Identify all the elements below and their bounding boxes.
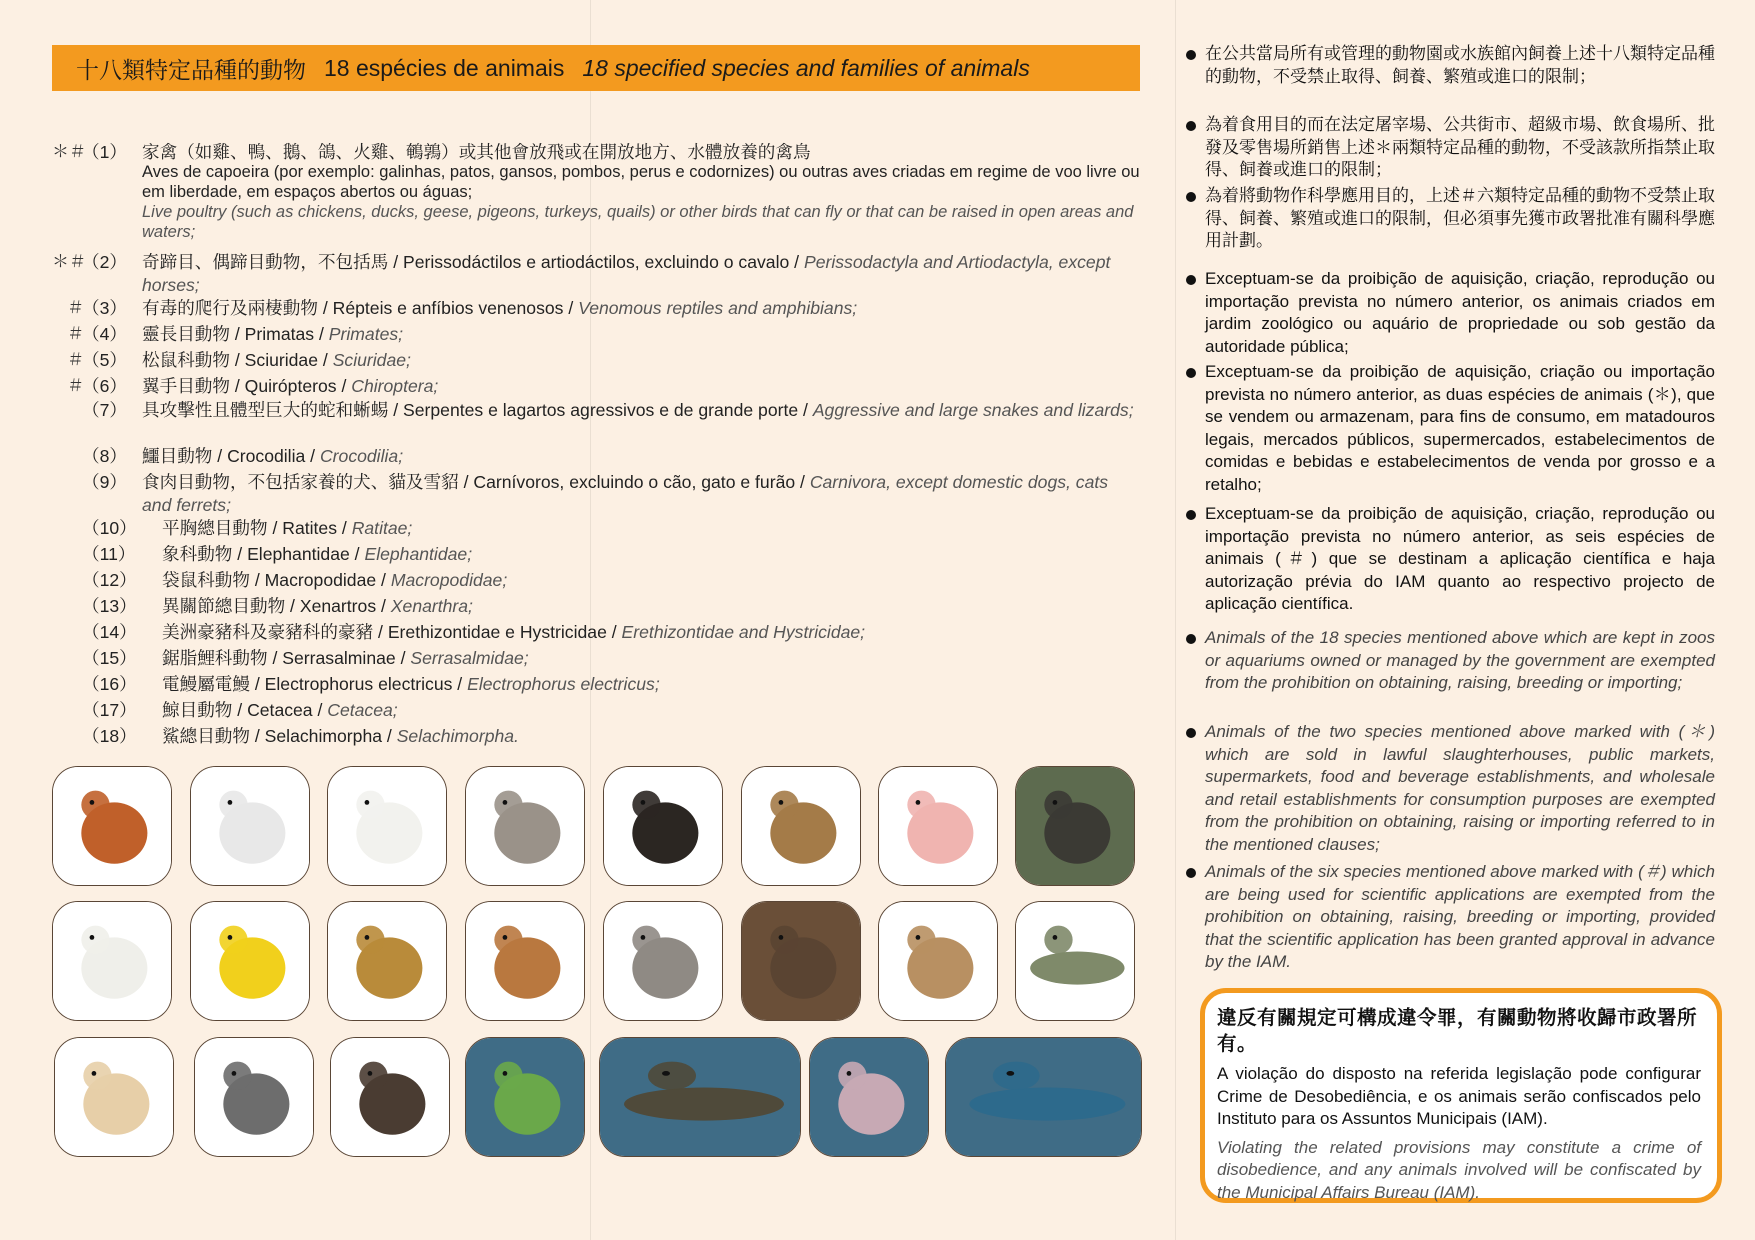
species-name-zh: 象科動物 — [162, 544, 233, 564]
animal-photo-fennec-fox — [54, 1037, 174, 1157]
species-separator: / — [249, 726, 265, 746]
species-separator: / — [212, 446, 228, 466]
chicken-icon — [53, 767, 171, 885]
species-name-zh: 具攻擊性且體型巨大的蛇和蜥蜴 — [142, 400, 389, 420]
species-separator: / — [376, 570, 391, 590]
cobra-icon — [879, 902, 997, 1020]
species-number: （8） — [82, 446, 127, 466]
species-name-pt: Macropodidae — [264, 570, 377, 590]
species-name-pt: Crocodilia — [227, 446, 306, 466]
species-description — [162, 621, 1144, 644]
page-fold-right — [1175, 0, 1176, 1240]
animal-photo-quail — [741, 766, 861, 886]
species-description — [162, 517, 1144, 540]
species-separator: / — [337, 518, 352, 538]
species-name-pt: Carnívoros, excluindo o cão, gato e furão — [473, 472, 796, 492]
species-name-zh: 靈長目動物 — [142, 324, 230, 344]
bullet-dot — [1186, 121, 1196, 131]
species-name-en: Cetacea; — [327, 700, 398, 720]
species-number: （12） — [82, 570, 137, 590]
raccoon-icon — [195, 1038, 313, 1156]
species-1-detail — [142, 162, 1142, 242]
exemption-pt — [1205, 503, 1715, 616]
exemption-en-text: Animals of the 18 species mentioned above which are kept in zoos or aquariums owned or managed by the government are exempted from the prohibition on obtaining, raising, breeding or importing; — [1205, 628, 1715, 692]
species-name-zh: 食肉目動物，不包括家養的犬、貓及雪貂 — [142, 472, 459, 492]
animal-photo-buffalo — [1015, 766, 1135, 886]
animal-photo-turkey — [603, 766, 723, 886]
species-separator: / — [232, 544, 248, 564]
species-name-en: Ratitae; — [351, 518, 413, 538]
crocodile-icon — [1016, 902, 1134, 1020]
species-description — [142, 251, 1142, 296]
animal-photo-chicken — [52, 766, 172, 886]
exemption-zh — [1205, 114, 1715, 182]
eel-icon — [600, 1038, 800, 1156]
bullet-dot — [1186, 634, 1196, 644]
species-separator: / — [249, 570, 265, 590]
animal-photo-shark — [945, 1037, 1142, 1157]
species-description — [142, 399, 1142, 422]
species-name-pt: Serpentes e lagartos agressivos e de grande porte — [403, 400, 799, 420]
monkey-icon — [328, 902, 446, 1020]
species-name-zh: 有毒的爬行及兩棲動物 — [142, 298, 318, 318]
species-name-en: Elephantidae; — [364, 544, 473, 564]
species-description — [162, 543, 1144, 566]
exemption-zh — [1205, 43, 1715, 88]
animal-photo-dolphin — [809, 1037, 929, 1157]
exemption-pt-text: Exceptuam-se da proibição de aquisição, criação, reprodução ou importação prevista no número anterior, as seis espécies de animais (＃) que se destinam a aplicação científica e haja autorização prévia do IAM quanto ao respectivo projecto de aplicação científica. — [1205, 504, 1715, 613]
bat-icon — [742, 902, 860, 1020]
species-name-en: Primates; — [328, 324, 404, 344]
species-description — [162, 595, 1144, 618]
exemption-zh — [1205, 185, 1715, 253]
species-separator: / — [267, 648, 283, 668]
species-name-pt: Selachimorpha — [264, 726, 383, 746]
species-name-zh: 袋鼠科動物 — [162, 570, 250, 590]
animal-photo-squirrel-monkey — [327, 901, 447, 1021]
species-description — [142, 141, 1142, 164]
animal-photo-pigeon — [190, 766, 310, 886]
species-name-pt: Primatas — [244, 324, 315, 344]
species-name-zh: 家禽（如雞、鴨、鵝、鴿、火雞、鵪鶉）或其他會放飛或在開放地方、水體放養的禽鳥 — [142, 142, 811, 162]
species-separator: / — [606, 622, 622, 642]
bullet-dot — [1186, 510, 1196, 520]
species-name-en: Electrophorus electricus; — [467, 674, 660, 694]
bullet-dot — [1186, 192, 1196, 202]
species-name-zh: 異關節總目動物 — [162, 596, 286, 616]
species-name-en: Venomous reptiles and amphibians; — [578, 298, 858, 318]
animal-photo-piranha — [465, 1037, 585, 1157]
species-name-pt: Cetacea — [247, 700, 313, 720]
species-name-en: Xenarthra; — [390, 596, 473, 616]
species-number: （18） — [82, 726, 137, 746]
species-name-pt: Sciuridae — [244, 350, 319, 370]
animal-photo-electric-eel — [599, 1037, 801, 1157]
animal-photo-duck — [327, 766, 447, 886]
species-name-en: Serrasalmidae; — [410, 648, 529, 668]
species-name-en: Perissodactyla and Artiodactyla, except horses; — [142, 252, 1111, 295]
warning-pt: A violação do disposto na referida legislação pode configurar Crime de Desobediência, e os animais serão confiscados pelo Instituto para os Assuntos Municipais (IAM). — [1217, 1064, 1701, 1128]
species-separator: / — [232, 700, 248, 720]
species-name-zh: 美洲豪豬科及豪豬科的豪豬 — [162, 622, 374, 642]
species-name-en: Selachimorpha. — [396, 726, 519, 746]
buffalo-icon — [1016, 767, 1134, 885]
species-name-pt: Xenartros — [299, 596, 377, 616]
exemption-pt — [1205, 268, 1715, 358]
species-name-pt: Ratites — [282, 518, 338, 538]
species-number: （5） — [82, 350, 127, 370]
species-description — [162, 699, 1144, 722]
exemption-en — [1205, 627, 1715, 695]
species-description — [162, 673, 1144, 696]
animal-photo-poison-frog — [190, 901, 310, 1021]
species-name-pt: Quirópteros — [244, 376, 337, 396]
species-separator: / — [789, 252, 804, 272]
species-name-pt: Erethizontidae e Hystricidae — [387, 622, 607, 642]
dolphin-icon — [810, 1038, 928, 1156]
species-separator: / — [285, 596, 300, 616]
animal-photo-pig — [878, 766, 998, 886]
exemption-en — [1205, 721, 1715, 856]
banner-title-pt: 18 espécies de animais — [324, 54, 565, 81]
bullet-dot — [1186, 275, 1196, 285]
species-description — [142, 445, 1142, 468]
species-name-pt: Répteis e anfíbios venenosos — [332, 298, 564, 318]
species-name-pt: Serrasalminae — [282, 648, 396, 668]
species-marker: ＃ — [67, 350, 84, 369]
goat-icon — [53, 902, 171, 1020]
species-separator: / — [229, 350, 245, 370]
warning-box — [1200, 988, 1722, 1203]
species-separator: / — [452, 674, 468, 694]
piranha-icon — [466, 1038, 584, 1156]
species-separator: / — [305, 446, 320, 466]
pig-icon — [879, 767, 997, 885]
species-name-en: Crocodilia; — [319, 446, 404, 466]
species-separator: / — [458, 472, 474, 492]
species-separator: / — [373, 622, 388, 642]
species-name-pt: Perissodáctilos e artiodáctilos, excluindo o cavalo — [403, 252, 790, 272]
species-number: （7） — [82, 400, 127, 420]
species-number: （13） — [82, 596, 137, 616]
species-separator: / — [336, 376, 352, 396]
bullet-dot — [1186, 728, 1196, 738]
squirrel-icon — [604, 902, 722, 1020]
species-separator: / — [229, 376, 245, 396]
warning-zh: 違反有關規定可構成違令罪，有關動物將收歸市政署所有。 — [1217, 1007, 1698, 1055]
species-description — [162, 569, 1144, 592]
species-separator: / — [563, 298, 579, 318]
species-separator: / — [312, 700, 328, 720]
species-name-en: Macropodidae; — [390, 570, 508, 590]
species-separator: / — [388, 400, 403, 420]
animal-photo-squirrel — [603, 901, 723, 1021]
species-separator: / — [395, 648, 411, 668]
animal-photo-slow-loris — [465, 901, 585, 1021]
warning-en: Violating the related provisions may constitute a crime of disobedience, and any animals involved will be confiscated by the Municipal Affairs Bureau (IAM). — [1217, 1137, 1701, 1202]
species-name-en: Sciuridae; — [332, 350, 411, 370]
species-separator: / — [249, 674, 265, 694]
loris-icon — [466, 902, 584, 1020]
species-number: （4） — [82, 324, 127, 344]
species-marker: ＊＃ — [52, 142, 86, 161]
species-name-zh: 平胸總目動物 — [162, 518, 268, 538]
species-description — [142, 297, 1142, 320]
species-description — [142, 349, 1142, 372]
exemption-en-text: Animals of the six species mentioned above marked with (＃) which are being used for scientific applications are exempted from the prohibition on obtaining, raising, breeding or importing, provided that the scientific application has been granted approval in advance by the IAM. — [1205, 862, 1715, 971]
species-marker: ＃ — [67, 298, 84, 317]
animal-photo-raccoon — [194, 1037, 314, 1157]
shark-icon — [946, 1038, 1141, 1156]
species-number: （1） — [82, 142, 127, 162]
species-description — [162, 647, 1144, 670]
fox-icon — [55, 1038, 173, 1156]
duck-icon — [328, 767, 446, 885]
species-name-en: Erethizontidae and Hystricidae; — [621, 622, 866, 642]
species-number: （17） — [82, 700, 137, 720]
animal-photo-goat — [52, 901, 172, 1021]
species-name-zh: 松鼠科動物 — [142, 350, 230, 370]
bullet-dot — [1186, 368, 1196, 378]
species-separator: / — [314, 324, 329, 344]
species-separator: / — [382, 726, 397, 746]
species-name-zh: 鋸脂鯉科動物 — [162, 648, 268, 668]
animal-photo-crocodile — [1015, 901, 1135, 1021]
species-name-zh: 奇蹄目、偶蹄目動物，不包括馬 — [142, 252, 389, 272]
species-name-zh: 鱷目動物 — [142, 446, 213, 466]
species-number: （2） — [82, 252, 127, 272]
goose-icon — [466, 767, 584, 885]
species-number: （10） — [82, 518, 137, 538]
quail-icon — [742, 767, 860, 885]
species-description — [162, 725, 1144, 748]
exemption-zh-text: 為着將動物作科學應用目的，上述＃六類特定品種的動物不受禁止取得、飼養、繁殖或進口的限制，但必須事先獲市政署批准有關科學應用計劃。 — [1205, 186, 1715, 251]
species-marker: ＃ — [67, 324, 84, 343]
species-name-en: Chiroptera; — [351, 376, 439, 396]
species-number: （14） — [82, 622, 137, 642]
species-number: （11） — [82, 544, 136, 564]
species-description — [142, 323, 1142, 346]
pigeon-icon — [191, 767, 309, 885]
species-name-zh: 翼手目動物 — [142, 376, 230, 396]
exemption-zh-text: 在公共當局所有或管理的動物園或水族館內飼養上述十八類特定品種的動物，不受禁止取得、飼養、繁殖或進口的限制； — [1205, 44, 1715, 86]
species-separator: / — [795, 472, 810, 492]
species-separator: / — [798, 400, 813, 420]
species-banner — [52, 45, 1140, 91]
animal-photo-goose — [465, 766, 585, 886]
species-name-en: Carnivora, except domestic dogs, cats and ferrets; — [142, 472, 1109, 515]
exemption-zh-text: 為着食用目的而在法定屠宰場、公共街市、超級市場、飲食場所、批發及零售場所銷售上述＊兩類特定品種的動物，不受該款所指禁止取得、飼養或進口的限制； — [1205, 115, 1715, 180]
species-1-detail-en: Live poultry (such as chickens, ducks, geese, pigeons, turkeys, quails) or other birds that can fly or that can be raised in open areas and waters; — [142, 203, 1134, 241]
species-separator: / — [376, 596, 391, 616]
species-name-pt: Elephantidae — [247, 544, 350, 564]
species-number: （3） — [82, 298, 127, 318]
species-number: （16） — [82, 674, 137, 694]
frog-icon — [191, 902, 309, 1020]
species-marker: ＃ — [67, 376, 84, 395]
species-separator: / — [267, 518, 283, 538]
exemption-pt-text: Exceptuam-se da proibição de aquisição, criação, reprodução ou importação prevista no número anterior, os animais criados em jardim zoológico ou aquário de propriedade ou sob gestão da autoridade pública; — [1205, 269, 1715, 356]
species-name-zh: 鯨目動物 — [162, 700, 233, 720]
species-panel — [52, 45, 1140, 746]
species-number: （15） — [82, 648, 137, 668]
exemption-pt — [1205, 361, 1715, 496]
bullet-dot — [1186, 868, 1196, 878]
species-separator: / — [318, 350, 333, 370]
species-separator: / — [349, 544, 365, 564]
species-name-zh: 鯊總目動物 — [162, 726, 250, 746]
exemption-pt-text: Exceptuam-se da proibição de aquisição, criação ou importação prevista no número anterior, as duas espécies de animais (＊), que se vendem ou armazenam, para fins de consumo, em matadouros legais, mercados públicos, supermercados, estabelecimentos de comidas e bebidas e estabelecimentos de venda por grosso e a retalho; — [1205, 362, 1715, 494]
species-name-zh: 電鰻屬電鰻 — [162, 674, 250, 694]
species-description — [142, 375, 1142, 398]
bullet-dot — [1186, 50, 1196, 60]
species-separator: / — [229, 324, 245, 344]
species-separator: / — [317, 298, 333, 318]
species-marker: ＊＃ — [52, 252, 86, 271]
species-number: （6） — [82, 376, 127, 396]
porcupine-icon — [331, 1038, 449, 1156]
species-name-pt: Electrophorus electricus — [264, 674, 453, 694]
exemption-en-text: Animals of the two species mentioned above marked with (＊) which are sold in lawful slaughterhouses, public markets, supermarkets, food and beverage establishments, and wholesale and retail establishments for consumption purposes are exempted from the prohibition on obtaining, raising or importing referred to in the mentioned clauses; — [1205, 722, 1715, 854]
species-number: （9） — [82, 472, 127, 492]
turkey-icon — [604, 767, 722, 885]
banner-title-zh: 十八類特定品種的動物 — [76, 56, 306, 83]
species-name-en: Aggressive and large snakes and lizards; — [812, 400, 1134, 420]
species-1-detail-pt: Aves de capoeira (por exemplo: galinhas, patos, gansos, pombos, perus e codornizes) ou outras aves criadas em regime de voo livre ou em liberdade, em espaços abertos ou águas; — [142, 163, 1140, 201]
animal-photo-bat — [741, 901, 861, 1021]
animal-photo-porcupine — [330, 1037, 450, 1157]
exemption-en — [1205, 861, 1715, 974]
species-separator: / — [388, 252, 403, 272]
animal-photo-cobra — [878, 901, 998, 1021]
banner-title-en: 18 specified species and families of animals — [582, 54, 1030, 81]
species-description — [142, 471, 1142, 516]
